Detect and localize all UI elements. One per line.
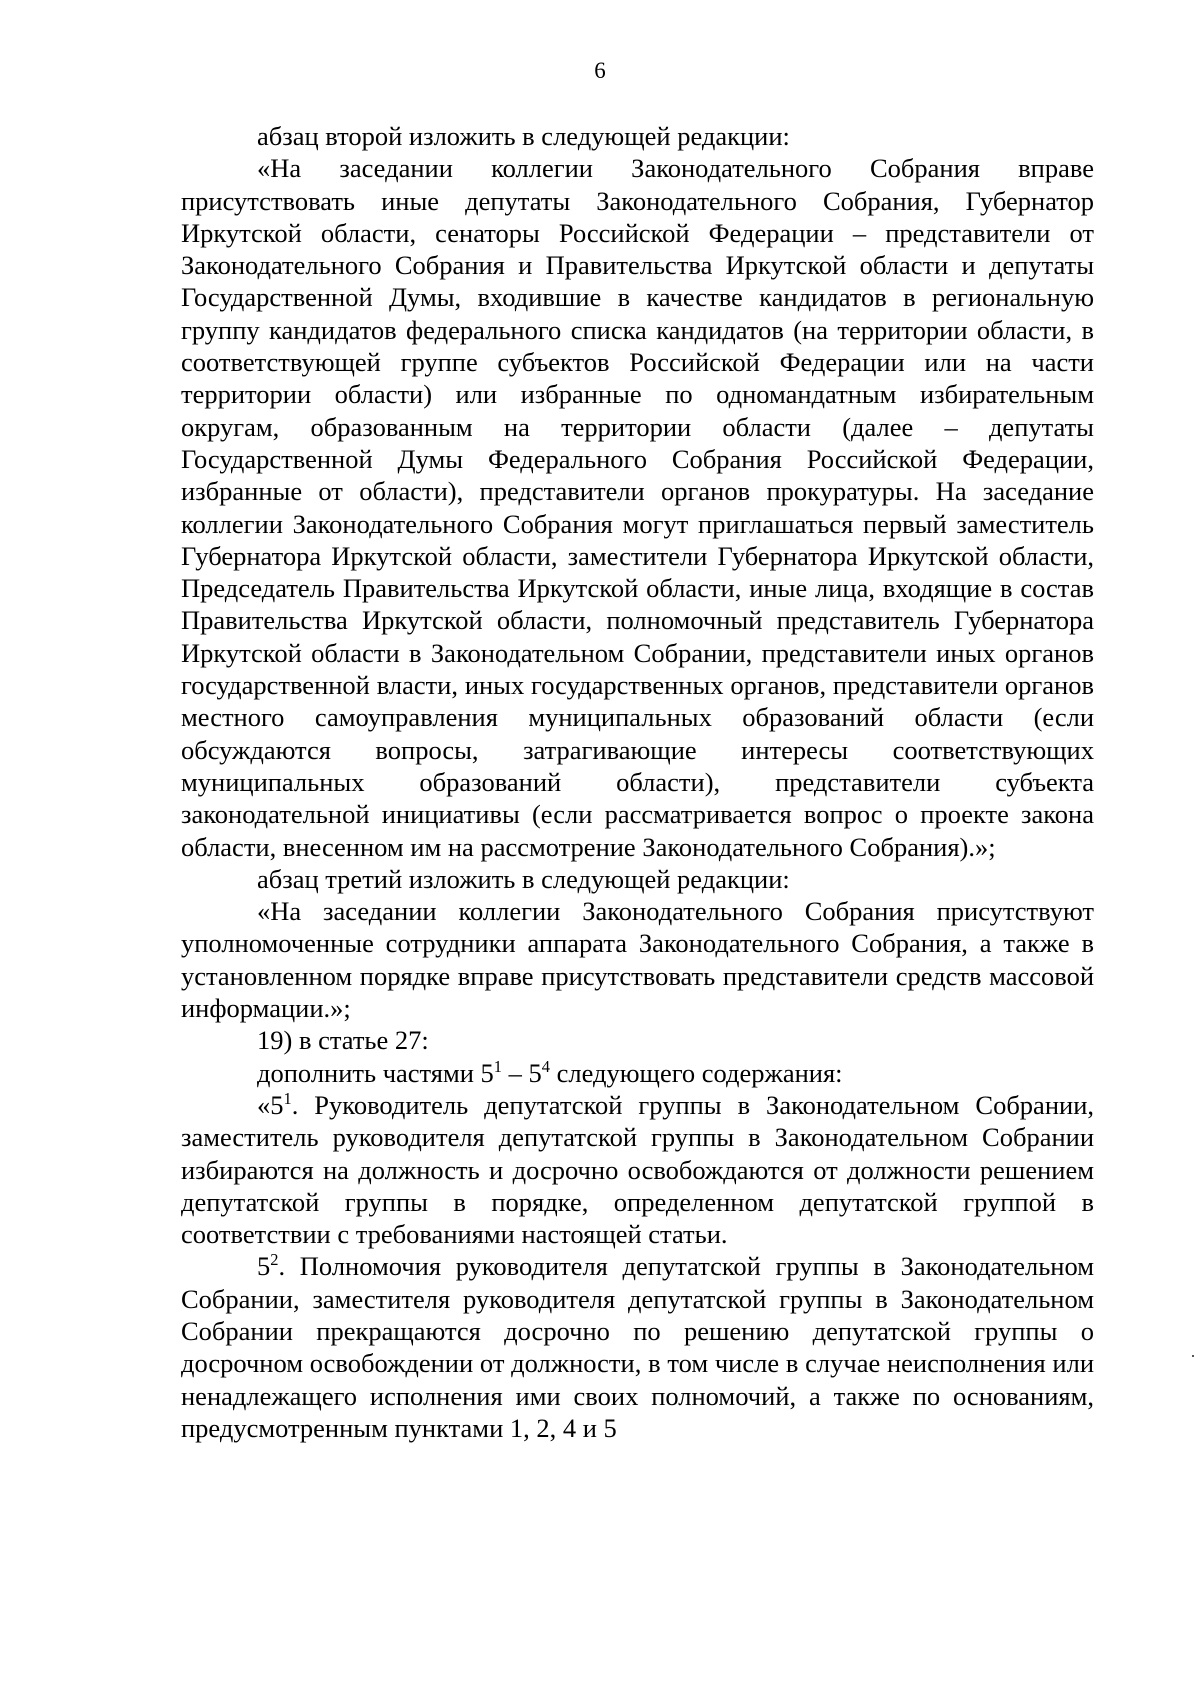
scan-speck: [1192, 1355, 1194, 1357]
add-parts-sup-4: 4: [541, 1056, 550, 1076]
add-parts-text-c: следующего содержания:: [549, 1057, 843, 1088]
paragraph-quoted-third: «На заседании коллегии Законодательного Собрания присутствуют уполномоченные сотрудники аппарата Законодательного Собрания, а также в установленном порядке вправе присутствовать представители средств массовой информации.»;: [181, 896, 1094, 1024]
paragraph-amend-intro-second: абзац второй изложить в следующей редакции:: [257, 121, 790, 151]
paragraph-item-19: 19) в статье 27:: [257, 1025, 429, 1056]
part-5-1-prefix: «5: [257, 1089, 284, 1120]
paragraph-amend-intro-third: абзац третий изложить в следующей редакции:: [257, 863, 790, 894]
part-5-2-prefix: 5: [257, 1251, 271, 1282]
paragraph-quoted-second: «На заседании коллегии Законодательного Собрания вправе присутствовать иные депутаты Законодательного Собрания, Губернатор Иркутской области, сенаторы Российской Федерации – представители от Законодательного Собрания и Правительства Иркутской области и депутаты Государственной Думы, входившие в качестве кандидатов в региональную группу кандидатов федерального списка кандидатов (на территории области, в соответствующей группе субъектов Российской Федерации или на части территории области) или избранные по одномандатным избирательным округам, образованным на территории области (далее – депутаты Государственной Думы Федерального Собрания Российской Федерации, избранные от области), представители органов прокуратуры. На заседание коллегии Законодательного Собрания могут приглашаться первый заместитель Губернатора Иркутской области, заместители Губернатора Иркутской области, Председатель Правительства Иркутской области, иные лица, входящие в состав Правительства Иркутской области, полномочный представитель Губернатора Иркутской области в Законодательном Собрании, представители иных органов государственной власти, иных государственных органов, представители органов местного самоуправления муниципальных образований области (если обсуждаются вопросы, затрагивающие интересы соответствующих муниципальных образований области), представители субъекта законодательной инициативы (если рассматривается вопрос о проекте закона области, внесенном им на рассмотрение Законодательного Собрания).»;: [181, 153, 1094, 862]
paragraph-add-parts: [181, 1057, 1094, 1089]
paragraph-part-5-1: [181, 1089, 1094, 1250]
paragraph-part-5-2: [181, 1250, 1094, 1444]
add-parts-sup-1: 1: [493, 1056, 503, 1076]
add-parts-text-a: дополнить частями 5: [257, 1057, 494, 1088]
part-5-1-sup: 1: [283, 1089, 292, 1109]
add-parts-text-b: – 5: [502, 1057, 542, 1088]
page-number: 6: [594, 58, 606, 83]
part-5-2-sup: 2: [270, 1250, 279, 1270]
part-5-1-text: . Руководитель депутатской группы в Законодательном Собрании, заместитель руководителя депутатской группы в Законодательном Собрании избираются на должность и досрочно освобождаются от должности решением депутатской группы в порядке, определенном депутатской группой в соответствии с требованиями настоящей статьи.: [181, 1089, 1094, 1250]
document-body: [181, 120, 1094, 1444]
part-5-2-text: . Полномочия руководителя депутатской группы в Законодательном Собрании, заместителя руководителя депутатской группы в Законодательном Собрании прекращаются досрочно по решению депутатской группы о досрочном освобождении от должности, в том числе в случае неисполнения или ненадлежащего исполнения ими своих полномочий, а также по основаниям, предусмотренным пунктами 1, 2, 4 и 5: [181, 1251, 1094, 1443]
